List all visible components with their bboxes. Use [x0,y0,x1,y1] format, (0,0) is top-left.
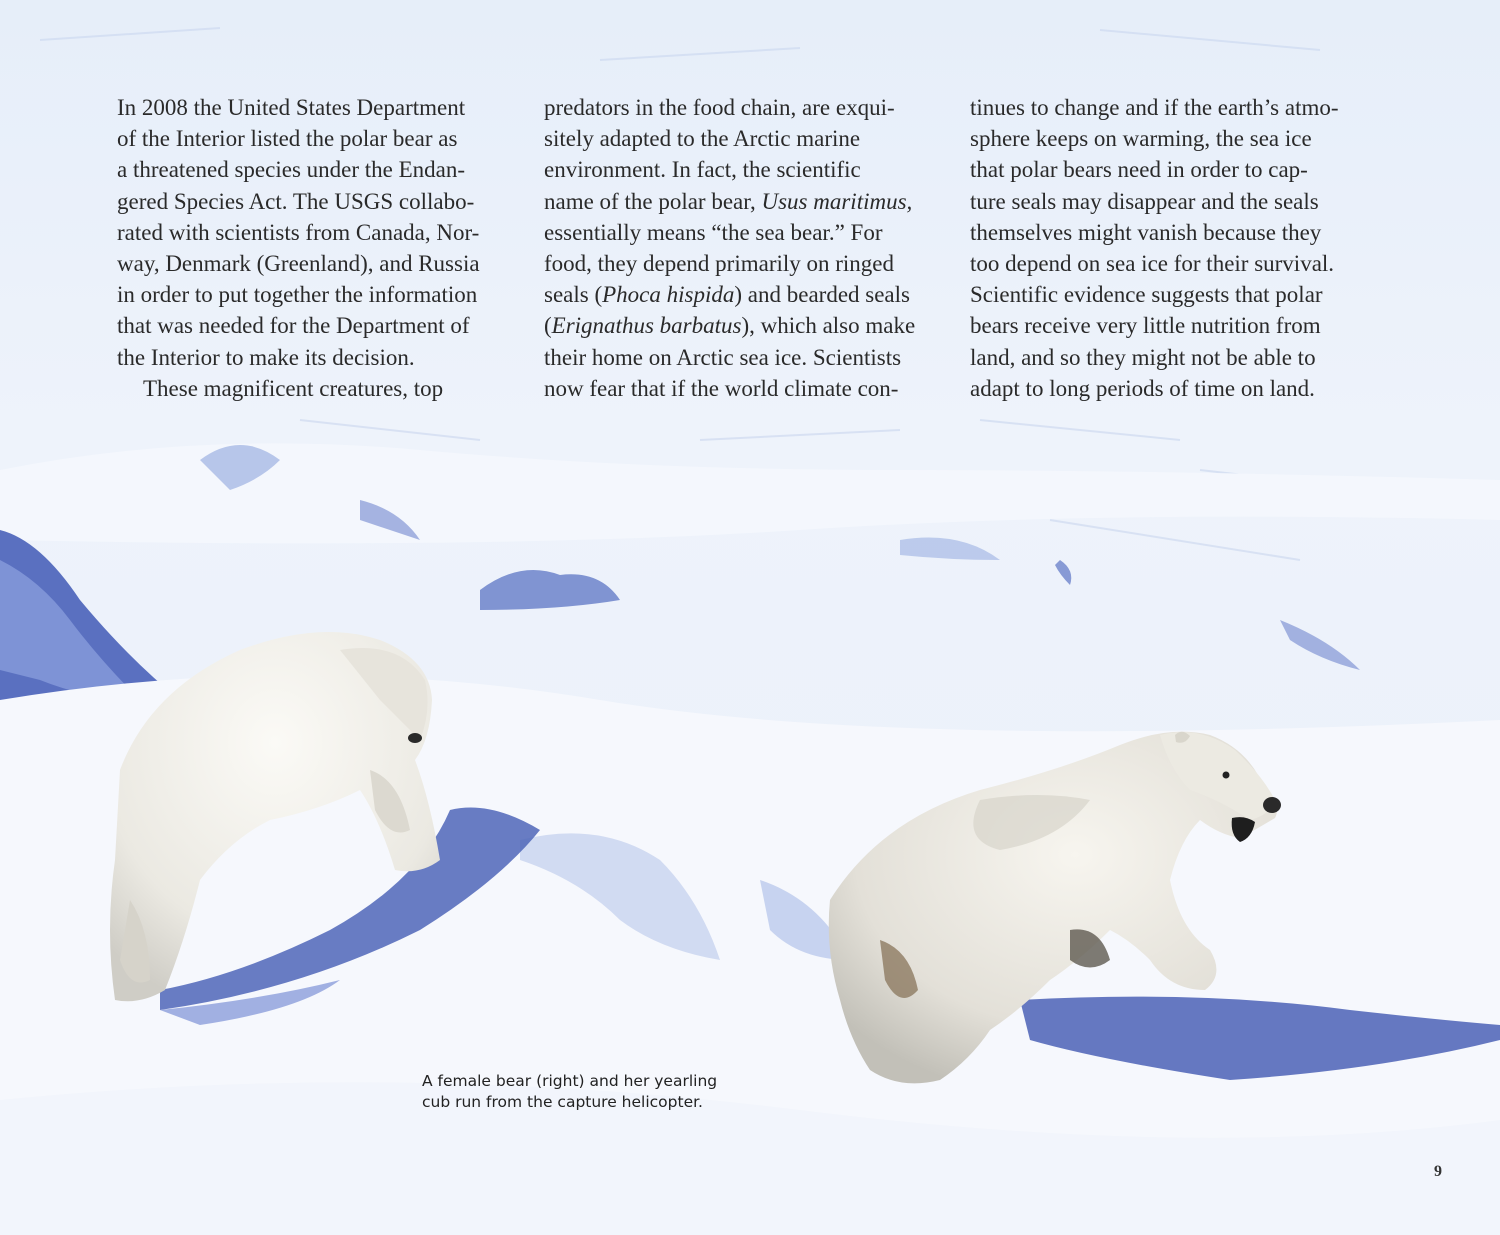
text-line: sphere keeps on warming, the sea ice [970,126,1312,152]
text-line: predators in the food chain, are exqui- [544,95,895,120]
text-line: tinues to change and if the earth’s atmo- [970,95,1339,120]
paragraph [117,373,527,404]
text-line: way, Denmark (Greenland), and Russia [117,251,480,277]
text-fragment: ) and bearded seals [734,282,910,308]
paragraph [117,92,527,373]
scientific-name: Phoca hispida [602,282,735,308]
text-line: themselves might vanish because they [970,219,1322,245]
page-number: 9 [1434,1163,1442,1180]
text-line: now fear that if the world climate con- [544,375,899,401]
text-line: the Interior to make its decision. [117,344,415,370]
text-line: that was needed for the Department of [117,313,470,339]
text-line: of the Interior listed the polar bear as [117,126,458,152]
text-line: in order to put together the information [117,282,478,308]
text-line: adapt to long periods of time on land. [970,375,1315,401]
text-line [544,186,949,217]
text-line: rated with scientists from Canada, Nor- [117,219,480,245]
caption-line: A female bear (right) and her yearling [422,1072,718,1090]
scientific-name: Usus maritimus, [761,188,913,214]
text-column-3 [970,92,1380,404]
text-fragment: seals ( [544,282,603,308]
text-line: ture seals may disappear and the seals [970,188,1319,214]
caption-line: cub run from the capture helicopter. [422,1093,703,1111]
text-line: that polar bears need in order to cap- [970,157,1308,183]
text-line: too depend on sea ice for their survival. [970,251,1335,277]
photo-caption [422,1071,717,1113]
text-column-2 [544,92,949,404]
text-line: their home on Arctic sea ice. Scientists [544,344,902,370]
text-line: essentially means “the sea bear.” For [544,219,883,245]
text-line: bears receive very little nutrition from [970,313,1321,339]
text-line: environment. In fact, the scientific [544,157,861,183]
text-fragment: name of the polar bear, [544,188,762,214]
text-fragment: ), which also make [741,313,916,339]
text-line: a threatened species under the Endan- [117,157,466,183]
text-line [544,279,949,310]
text-line: land, and so they might not be able to [970,344,1316,370]
text-line: food, they depend primarily on ringed [544,251,895,277]
text-line: Scientific evidence suggests that polar [970,282,1323,308]
text-column-1 [117,92,527,404]
text-line: sitely adapted to the Arctic marine [544,126,861,152]
text-line: gered Species Act. The USGS collabo- [117,188,475,214]
text-line [544,310,949,341]
text-fragment: ( [544,313,552,339]
scientific-name: Erignathus barbatus [551,313,742,339]
text-line: In 2008 the United States Department [117,95,466,120]
text-line: These magnificent creatures, top [143,375,444,401]
